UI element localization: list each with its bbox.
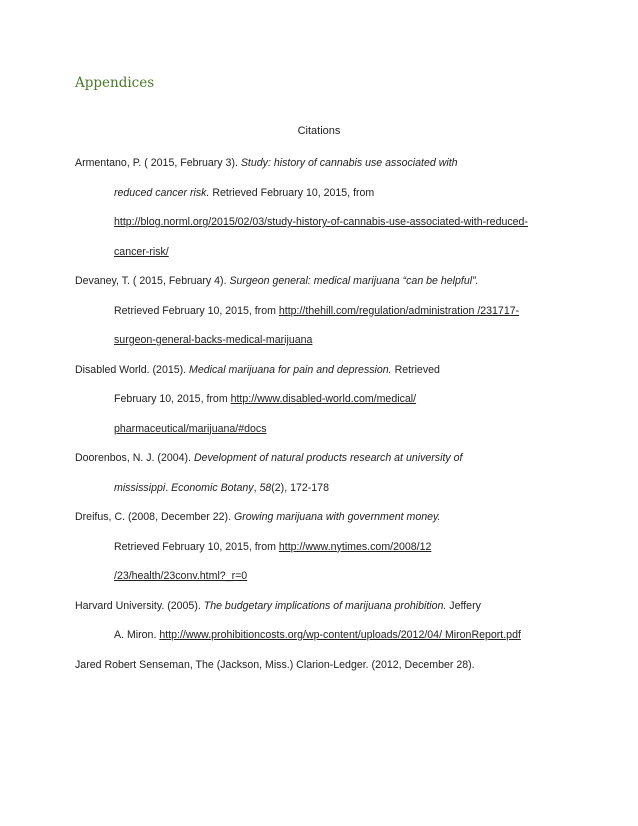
author-date: Harvard University. (2005).: [75, 599, 204, 612]
reference-link[interactable]: http://www.disabled-world.com/medical/: [230, 393, 417, 405]
reference-title: Medical marijuana for pain and depression.: [189, 363, 392, 376]
reference-line: [75, 304, 575, 334]
reference-entry: [75, 599, 575, 658]
reference-line: [75, 245, 575, 275]
reference-link[interactable]: /23/health/23conv.html?_r=0: [114, 570, 248, 582]
author-date: Disabled World. (2015).: [75, 363, 190, 376]
retrieval-text: Retrieved February 10, 2015, from: [114, 540, 279, 553]
reference-link[interactable]: http://thehill.com/regulation/administration /231717-: [278, 304, 520, 317]
reference-link[interactable]: http://www.prohibitioncosts.org/wp-content/uploads/2012/04/ MironReport.pdf: [159, 629, 521, 641]
journal-name: Economic Botany: [171, 481, 254, 494]
punctuation: .: [165, 481, 172, 494]
reference-entry: [75, 363, 575, 452]
reference-link[interactable]: http://www.nytimes.com/2008/12: [278, 540, 432, 553]
reference-line: [75, 510, 575, 540]
reference-line: [75, 451, 575, 481]
author-date: Dreifus, C. (2008, December 22).: [75, 511, 234, 523]
reference-line: [75, 422, 575, 452]
retrieval-text: Retrieved February 10, 2015, from: [209, 186, 375, 199]
retrieval-text: Retrieved: [391, 363, 440, 376]
reference-link[interactable]: surgeon-general-backs-medical-marijuana: [114, 334, 313, 346]
reference-line: [75, 540, 575, 570]
reference-line: [75, 658, 575, 688]
reference-line: [75, 628, 575, 658]
reference-line: [75, 274, 575, 304]
journal-volume: 58: [259, 481, 272, 494]
reference-entry: [75, 658, 575, 688]
author-name: A. Miron.: [114, 629, 160, 641]
author-date: Devaney, T. ( 2015, February 4).: [75, 275, 230, 287]
reference-link[interactable]: http://blog.norml.org/2015/02/03/study-history-of-cannabis-use-associated-with-reduced-: [114, 216, 528, 228]
reference-entry: [75, 274, 575, 363]
retrieval-text: Retrieved February 10, 2015, from: [114, 304, 279, 317]
punctuation: ,: [253, 481, 260, 494]
page-heading: Appendices: [75, 75, 155, 91]
reference-list: [75, 156, 575, 687]
journal-issue-pages: (2), 172-178: [271, 481, 329, 494]
reference-line: [75, 392, 575, 422]
reference-title: Growing marijuana with government money.: [233, 511, 441, 523]
reference-line: [75, 481, 575, 511]
reference-title: Development of natural products research at university of: [193, 452, 463, 464]
reference-title: Surgeon general: medical marijuana “can be helpful”.: [229, 275, 479, 287]
reference-title: mississippi: [114, 481, 166, 494]
reference-title: reduced cancer risk.: [114, 186, 210, 199]
reference-line: [75, 569, 575, 599]
reference-link[interactable]: cancer-risk/: [114, 245, 169, 258]
retrieval-text: February 10, 2015, from: [114, 393, 231, 405]
reference-title: Study: history of cannabis use associated with: [240, 157, 458, 169]
reference-title: The budgetary implications of marijuana prohibition.: [203, 599, 447, 612]
reference-entry: [75, 451, 575, 510]
author-date: Armentano, P. ( 2015, February 3).: [75, 157, 241, 169]
citations-title: Citations: [297, 125, 341, 137]
reference-line: [75, 599, 575, 629]
reference-line: [75, 156, 575, 186]
author-date: Jared Robert Senseman, The (Jackson, Miss.) Clarion-Ledger. (2012, December 28).: [75, 658, 475, 671]
reference-line: [75, 186, 575, 216]
author-name: Jeffery: [446, 599, 481, 612]
reference-link[interactable]: pharmaceutical/marijuana/#docs: [114, 422, 267, 435]
reference-entry: [75, 510, 575, 599]
author-date: Doorenbos, N. J. (2004).: [75, 452, 194, 464]
reference-line: [75, 333, 575, 363]
reference-line: [75, 215, 575, 245]
reference-line: [75, 363, 575, 393]
reference-entry: [75, 156, 575, 274]
